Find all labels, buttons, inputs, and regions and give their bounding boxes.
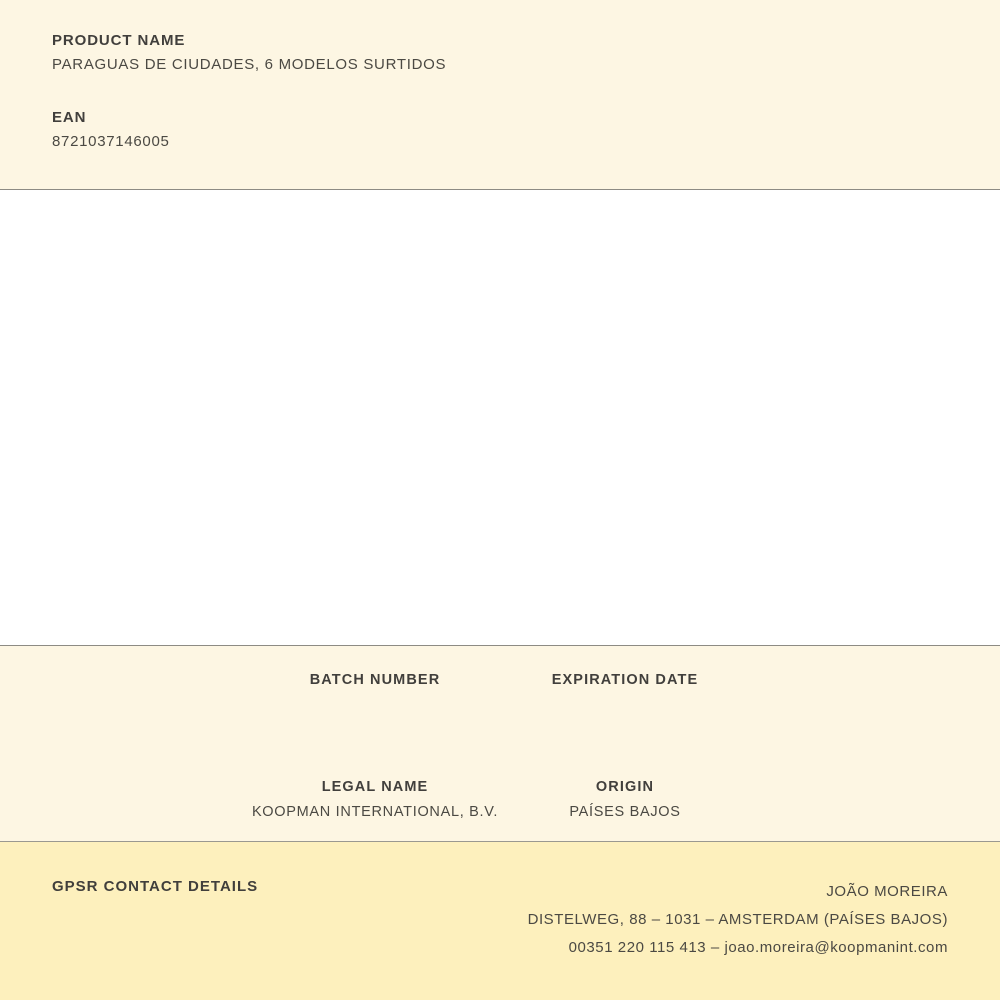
- info-cell-batch-number: [250, 672, 500, 715]
- legal-name-label: LEGAL NAME: [321, 779, 429, 795]
- origin-label: ORIGIN: [595, 779, 655, 795]
- product-name-label: PRODUCT NAME: [52, 32, 186, 49]
- info-cell-origin: [500, 779, 750, 822]
- spacer: [52, 77, 948, 99]
- gpsr-contact-section: [0, 842, 1000, 1000]
- batch-number-label: BATCH NUMBER: [309, 672, 441, 688]
- legal-name-value: KOOPMAN INTERNATIONAL, B.V.: [251, 804, 499, 820]
- info-cell-expiration-date: [500, 672, 750, 715]
- info-row-legal-origin: [0, 779, 1000, 822]
- product-header-section: [0, 0, 1000, 190]
- gpsr-contact-name: JOÃO MOREIRA: [826, 883, 948, 900]
- gpsr-contact-phone-email: 00351 220 115 413 – joao.moreira@koopmanint.com: [568, 939, 948, 956]
- info-cell-spacer-left-2: [0, 779, 250, 822]
- gpsr-contact-details: [528, 878, 948, 962]
- info-cell-spacer-right: [750, 672, 1000, 715]
- gpsr-contact-address: DISTELWEG, 88 – 1031 – AMSTERDAM (PAÍSES BAJOS): [527, 911, 948, 928]
- gpsr-contact-label: GPSR CONTACT DETAILS: [52, 878, 259, 895]
- expiration-date-value: [500, 697, 750, 715]
- product-image-area: [0, 190, 1000, 646]
- product-name-value: PARAGUAS DE CIUDADES, 6 MODELOS SURTIDOS: [52, 56, 447, 73]
- product-info-section: [0, 646, 1000, 842]
- info-cell-legal-name: [250, 779, 500, 822]
- ean-label: EAN: [52, 109, 87, 126]
- expiration-date-label: EXPIRATION DATE: [551, 672, 699, 688]
- ean-value: 8721037146005: [52, 133, 170, 150]
- origin-value: PAÍSES BAJOS: [569, 804, 681, 820]
- info-row-batch-expiration: [0, 672, 1000, 715]
- info-cell-spacer-right-2: [750, 779, 1000, 822]
- info-cell-spacer-left: [0, 672, 250, 715]
- batch-number-value: [250, 697, 500, 715]
